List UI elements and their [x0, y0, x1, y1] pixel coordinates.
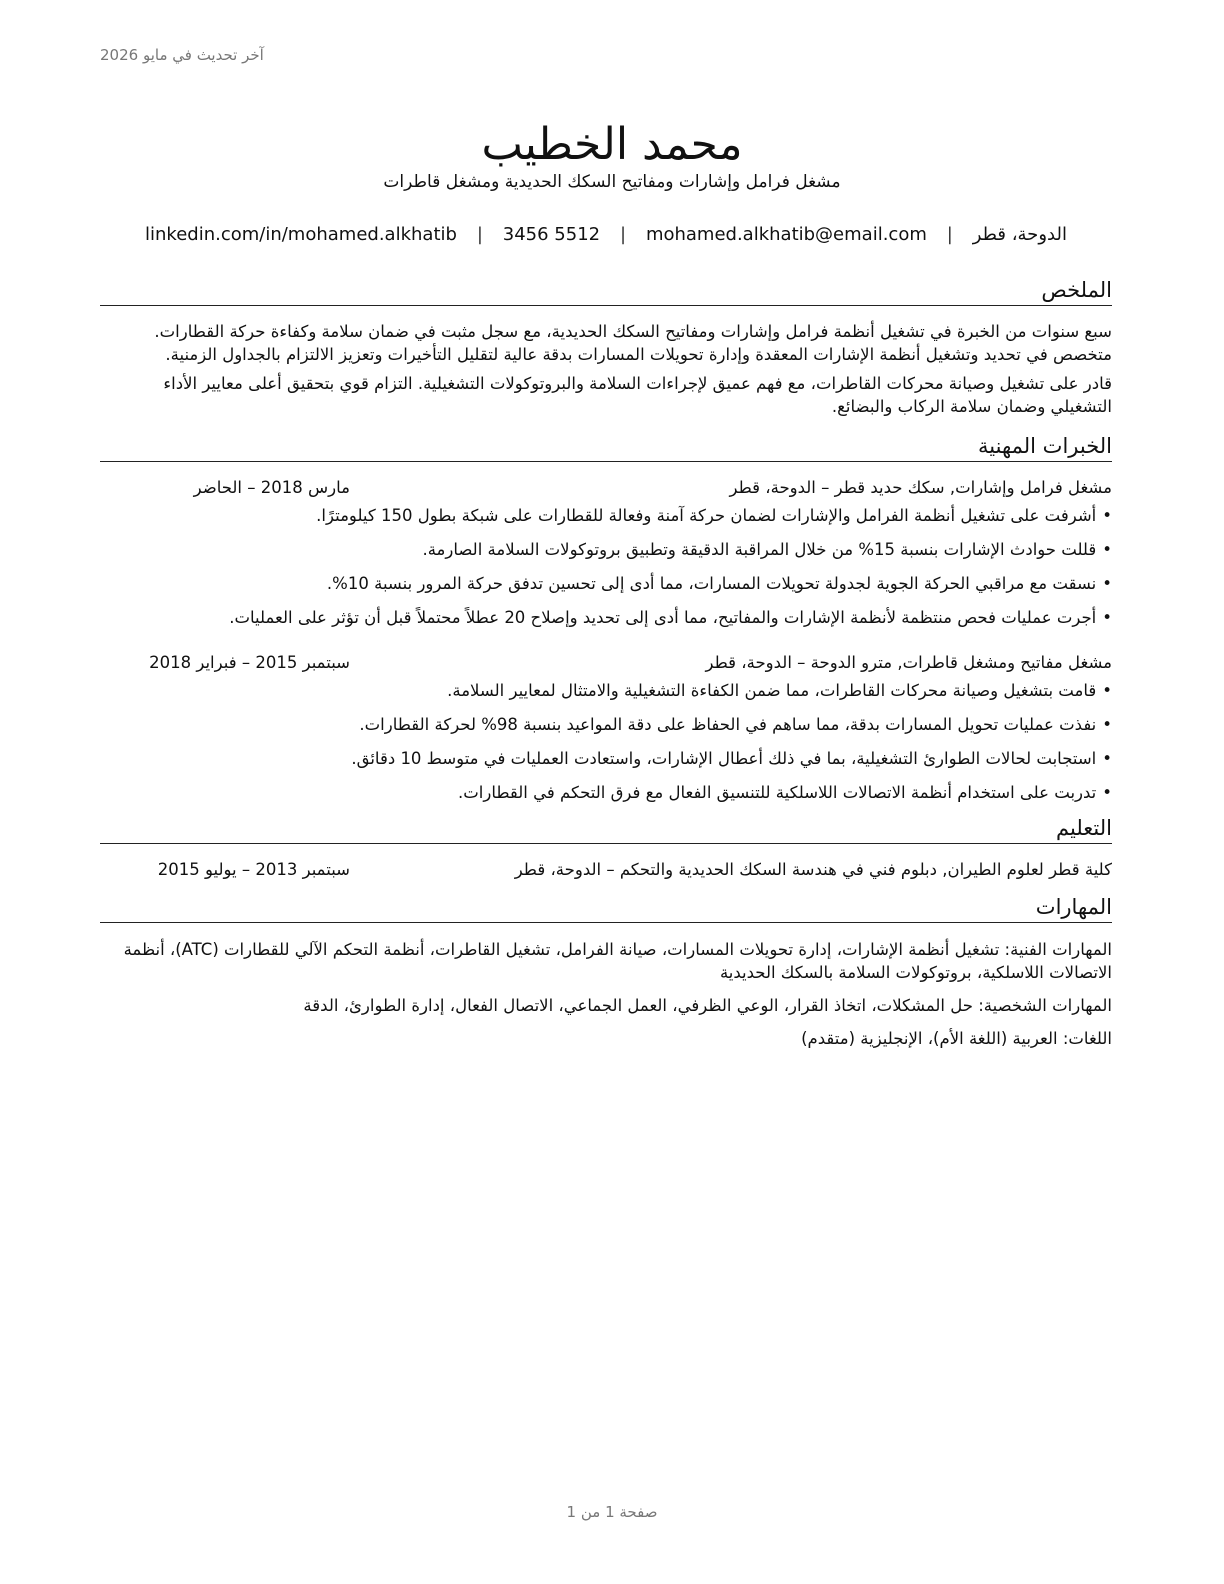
bullet-glyph: • — [1102, 783, 1112, 802]
summary-section — [100, 276, 1112, 418]
bullet-glyph: • — [1102, 715, 1112, 734]
contact-separator: | — [476, 224, 483, 245]
skills-languages: اللغات: العربية (اللغة الأم)، الإنجليزية (متقدم) — [801, 1029, 1112, 1048]
bullet-text: أشرفت على تشغيل أنظمة الفرامل والإشارات لضمان حركة آمنة وفعالة للقطارات على شبكة بطول 150 كيلومترًا. — [316, 506, 1097, 525]
job-dates: سبتمبر 2015 – فبراير 2018 — [149, 653, 350, 672]
bullet-glyph: • — [1102, 574, 1112, 593]
job-header — [100, 651, 1112, 674]
job-header — [100, 476, 1112, 499]
bullet-text: قامت بتشغيل وصيانة محركات القاطرات، مما ضمن الكفاءة التشغيلية والامتثال لمعايير السلامة. — [447, 681, 1097, 700]
education-text: كلية قطر لعلوم الطيران, دبلوم فني في هندسة السكك الحديدية والتحكم – الدوحة، قطر — [514, 860, 1112, 879]
bullet-glyph: • — [1102, 749, 1112, 768]
education-entry — [100, 858, 1112, 881]
bullet-text: قللت حوادث الإشارات بنسبة 15% من خلال المراقبة الدقيقة وتطبيق بروتوكولات السلامة الصارمة. — [422, 540, 1097, 559]
bullet-text: نفذت عمليات تحويل المسارات بدقة، مما ساهم في الحفاظ على دقة المواعيد بنسبة 98% لحركة القطارات. — [359, 715, 1097, 734]
contact-separator: | — [619, 224, 627, 245]
bullet-glyph: • — [1102, 681, 1112, 700]
job-bullet — [100, 747, 1112, 770]
bullet-text: نسقت مع مراقبي الحركة الجوية لجدولة تحويلات المسارات، مما أدى إلى تحسين تدفق حركة المرور بنسبة 10%. — [326, 574, 1097, 593]
job-bullets — [100, 504, 1112, 629]
job-bullet — [100, 606, 1112, 629]
location: الدوحة، قطر — [972, 224, 1067, 245]
bullet-glyph: • — [1102, 506, 1112, 525]
job-bullet — [100, 679, 1112, 702]
skills-technical: المهارات الفنية: تشغيل أنظمة الإشارات، إدارة تحويلات المسارات، صيانة الفرامل، تشغيل القاطرات، أنظمة التحكم الآلي للقطارات (ATC)، أنظمة الاتصالات اللاسلكية، بروتوكولات السلامة بالسكك الحديدية — [123, 940, 1112, 982]
experience-section — [100, 432, 1112, 804]
summary-paragraph: قادر على تشغيل وصيانة محركات القاطرات، مع فهم عميق لإجراءات السلامة والبروتوكولات التشغيلية. التزام قوي بتحقيق أعلى معايير الأداء التشغيلي وضمان سلامة الركاب والبضائع. — [163, 374, 1112, 416]
phone-number[interactable]: 3456 5512 — [502, 224, 601, 245]
contact-separator: | — [946, 224, 953, 245]
job-title: مشغل فرامل وإشارات ومفاتيح السكك الحديدية ومشغل قاطرات — [383, 172, 841, 192]
skills-soft: المهارات الشخصية: حل المشكلات، اتخاذ القرار، الوعي الظرفي، العمل الجماعي، الاتصال الفعال، إدارة الطوارئ، الدقة — [303, 996, 1112, 1015]
contact-line — [145, 224, 1067, 245]
job-bullet — [100, 504, 1112, 527]
candidate-name: محمد الخطيب — [481, 119, 743, 171]
bullet-text: أجرت عمليات فحص منتظمة لأنظمة الإشارات والمفاتيح، مما أدى إلى تحديد وإصلاح 20 عطلاً محتملاً قبل أن تؤثر على العمليات. — [229, 608, 1097, 627]
bullet-text: تدربت على استخدام أنظمة الاتصالات اللاسلكية للتنسيق الفعال مع فرق التحكم في القطارات. — [458, 783, 1097, 802]
bullet-glyph: • — [1102, 608, 1112, 627]
job-bullet — [100, 538, 1112, 561]
email-link[interactable]: mohamed.alkhatib@email.com — [645, 224, 927, 245]
skills-heading: المهارات — [100, 893, 1112, 923]
summary-paragraph: سبع سنوات من الخبرة في تشغيل أنظمة فرامل وإشارات ومفاتيح السكك الحديدية، مع سجل مثبت في ضمان سلامة وكفاءة حركة القطارات. متخصص في تحديد وتشغيل أنظمة الإشارات المعقدة وإدارة تحويلات المسارات بدقة عالية لتقليل التأخيرات وتعزيز الالتزام بالجداول الزمنية. — [154, 322, 1112, 364]
last-updated: آخر تحديث في مايو 2026 — [100, 46, 264, 64]
summary-heading: الملخص — [100, 276, 1112, 306]
resume-body — [100, 276, 1112, 1050]
skills-section — [100, 893, 1112, 1050]
linkedin-link[interactable]: linkedin.com/in/mohamed.alkhatib — [145, 224, 457, 245]
bullet-glyph: • — [1102, 540, 1112, 559]
experience-heading: الخبرات المهنية — [100, 432, 1112, 462]
job-title-org: مشغل فرامل وإشارات, سكك حديد قطر – الدوحة، قطر — [729, 478, 1112, 497]
job-bullets — [100, 679, 1112, 804]
education-dates: سبتمبر 2013 – يوليو 2015 — [157, 860, 350, 879]
education-heading: التعليم — [100, 814, 1112, 844]
education-section — [100, 814, 1112, 881]
page-number: صفحة 1 من 1 — [566, 1503, 658, 1521]
job-entry — [100, 476, 1112, 629]
job-title-org: مشغل مفاتيح ومشغل قاطرات, مترو الدوحة – الدوحة، قطر — [705, 653, 1112, 672]
bullet-text: استجابت لحالات الطوارئ التشغيلية، بما في ذلك أعطال الإشارات، واستعادت العمليات في متوسط 10 دقائق. — [351, 749, 1097, 768]
job-dates: مارس 2018 – الحاضر — [193, 478, 350, 497]
job-bullet — [100, 713, 1112, 736]
job-bullet — [100, 572, 1112, 595]
job-bullet — [100, 781, 1112, 804]
job-entry — [100, 651, 1112, 804]
